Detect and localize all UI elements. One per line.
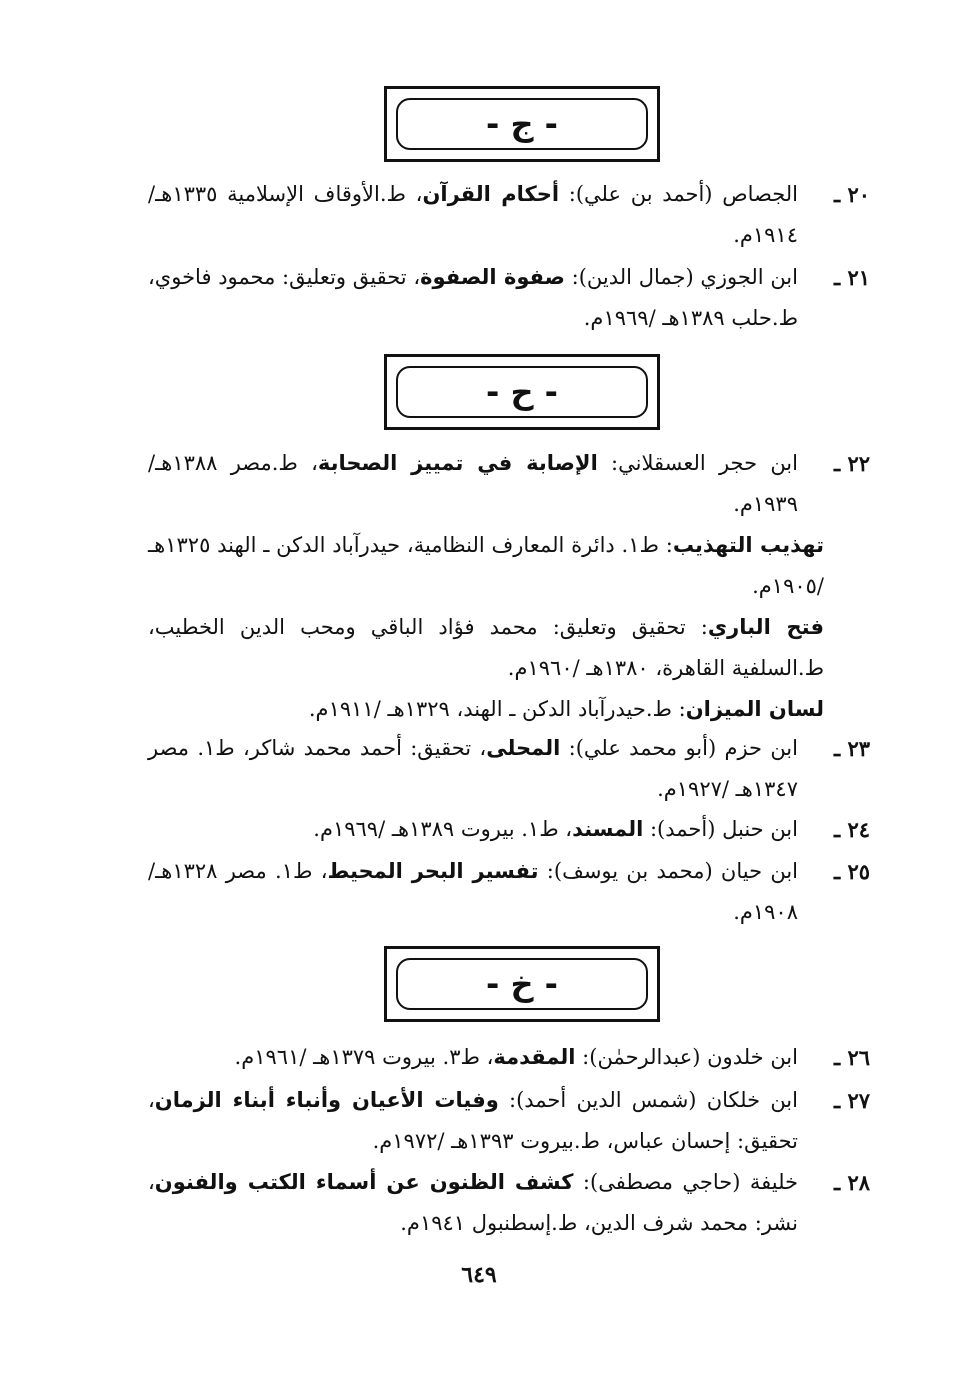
entry-details: ، تحقيق: أحمد محمد شاكر، ط١. مصر ١٣٤٧هـ /١٩٢٧م. [148,736,798,801]
entry-details: ، ط١. مصر ١٣٢٨هـ/ ١٩٠٨م. [148,859,798,924]
entry-22-fath [148,607,824,689]
page-number: ٦٤٩ [461,1262,497,1288]
entry-title: فتح الباري [707,615,824,639]
entry-22 [148,443,870,525]
entry-author: ابن خلكان (شمس الدين أحمد): [498,1088,798,1112]
entry-number: ٢٦ ـ [833,1045,870,1070]
entry-number: ٢١ ـ [833,265,870,290]
entry-22-lisan [148,689,824,730]
entry-23 [148,728,870,810]
entry-author: الجصاص (أحمد بن علي): [559,182,798,206]
entry-number: ٢٧ ـ [833,1088,870,1113]
entry-26 [148,1037,870,1078]
entry-title: كشف الظنون عن أسماء الكتب والفنون [154,1170,574,1194]
entry-number: ٢٠ ـ [833,182,870,207]
section-letter-ha: - ح - [396,366,648,418]
entry-title: المقدمة [493,1045,576,1069]
entry-title: المحلى [486,736,561,760]
section-letter-kha: - خ - [396,958,648,1010]
entry-author: ابن حنبل (أحمد): [643,817,798,841]
entry-21 [148,257,870,339]
entry-27 [148,1080,870,1162]
section-header-ha [384,354,660,430]
entry-number: ٢٥ ـ [833,859,870,884]
section-header-jim [384,86,660,162]
section-letter-jim: - ج - [396,98,648,150]
section-header-kha [384,946,660,1022]
entry-number: ٢٤ ـ [833,817,870,842]
entry-details: ، ط.مصر ١٣٨٨هـ/ ١٩٣٩م. [148,451,798,516]
entry-number: ٢٨ ـ [833,1170,870,1195]
entry-22-tahdhib [148,525,824,607]
entry-details: ، ط.الأوقاف الإسلامية ١٣٣٥هـ/ ١٩١٤م. [148,182,798,247]
entry-title: لسان الميزان [685,697,824,721]
entry-author: خليفة (حاجي مصطفى): [573,1170,798,1194]
entry-title: المسند [572,817,644,841]
entry-details: : ط١. دائرة المعارف النظامية، حيدرآباد الدكن ـ الهند ١٣٢٥هـ /١٩٠٥م. [148,533,824,598]
entry-author: ابن حزم (أبو محمد علي): [560,736,798,760]
entry-24 [148,809,870,850]
entry-title: صفوة الصفوة [420,265,565,289]
entry-number: ٢٢ ـ [833,451,870,476]
entry-title: تهذيب التهذيب [672,533,825,557]
entry-details: ، ط٣. بيروت ١٣٧٩هـ /١٩٦١م. [234,1045,494,1069]
entry-title: الإصابة في تمييز الصحابة [317,451,598,475]
entry-author: ابن الجوزي (جمال الدين): [564,265,798,289]
entry-25 [148,851,870,933]
entry-title: وفيات الأعيان وأنباء أبناء الزمان [154,1088,499,1112]
entry-details: ، تحقيق: إحسان عباس، ط.بيروت ١٣٩٣هـ /١٩٧٢م. [148,1088,798,1153]
entry-number: ٢٣ ـ [833,736,870,761]
entry-details: : ط.حيدرآباد الدكن ـ الهند، ١٣٢٩هـ /١٩١١م. [308,697,686,721]
entry-28 [148,1162,870,1244]
entry-title: تفسير البحر المحيط [327,859,539,883]
entry-20 [148,174,870,256]
entry-details: ، نشر: محمد شرف الدين، ط.إسطنبول ١٩٤١م. [148,1170,798,1235]
entry-author: ابن حيان (محمد بن يوسف): [538,859,799,883]
entry-details: ، ط١. بيروت ١٣٨٩هـ /١٩٦٩م. [313,817,573,841]
entry-details: : تحقيق وتعليق: محمد فؤاد الباقي ومحب الدين الخطيب، ط.السلفية القاهرة، ١٣٨٠هـ /١٩٦٠م. [148,615,824,680]
entry-author: ابن خلدون (عبدالرحمٰن): [575,1045,798,1069]
entry-title: أحكام القرآن [422,182,560,206]
entry-author: ابن حجر العسقلاني: [597,451,798,475]
entry-details: ، تحقيق وتعليق: محمود فاخوي، ط.حلب ١٣٨٩هـ /١٩٦٩م. [148,265,798,330]
